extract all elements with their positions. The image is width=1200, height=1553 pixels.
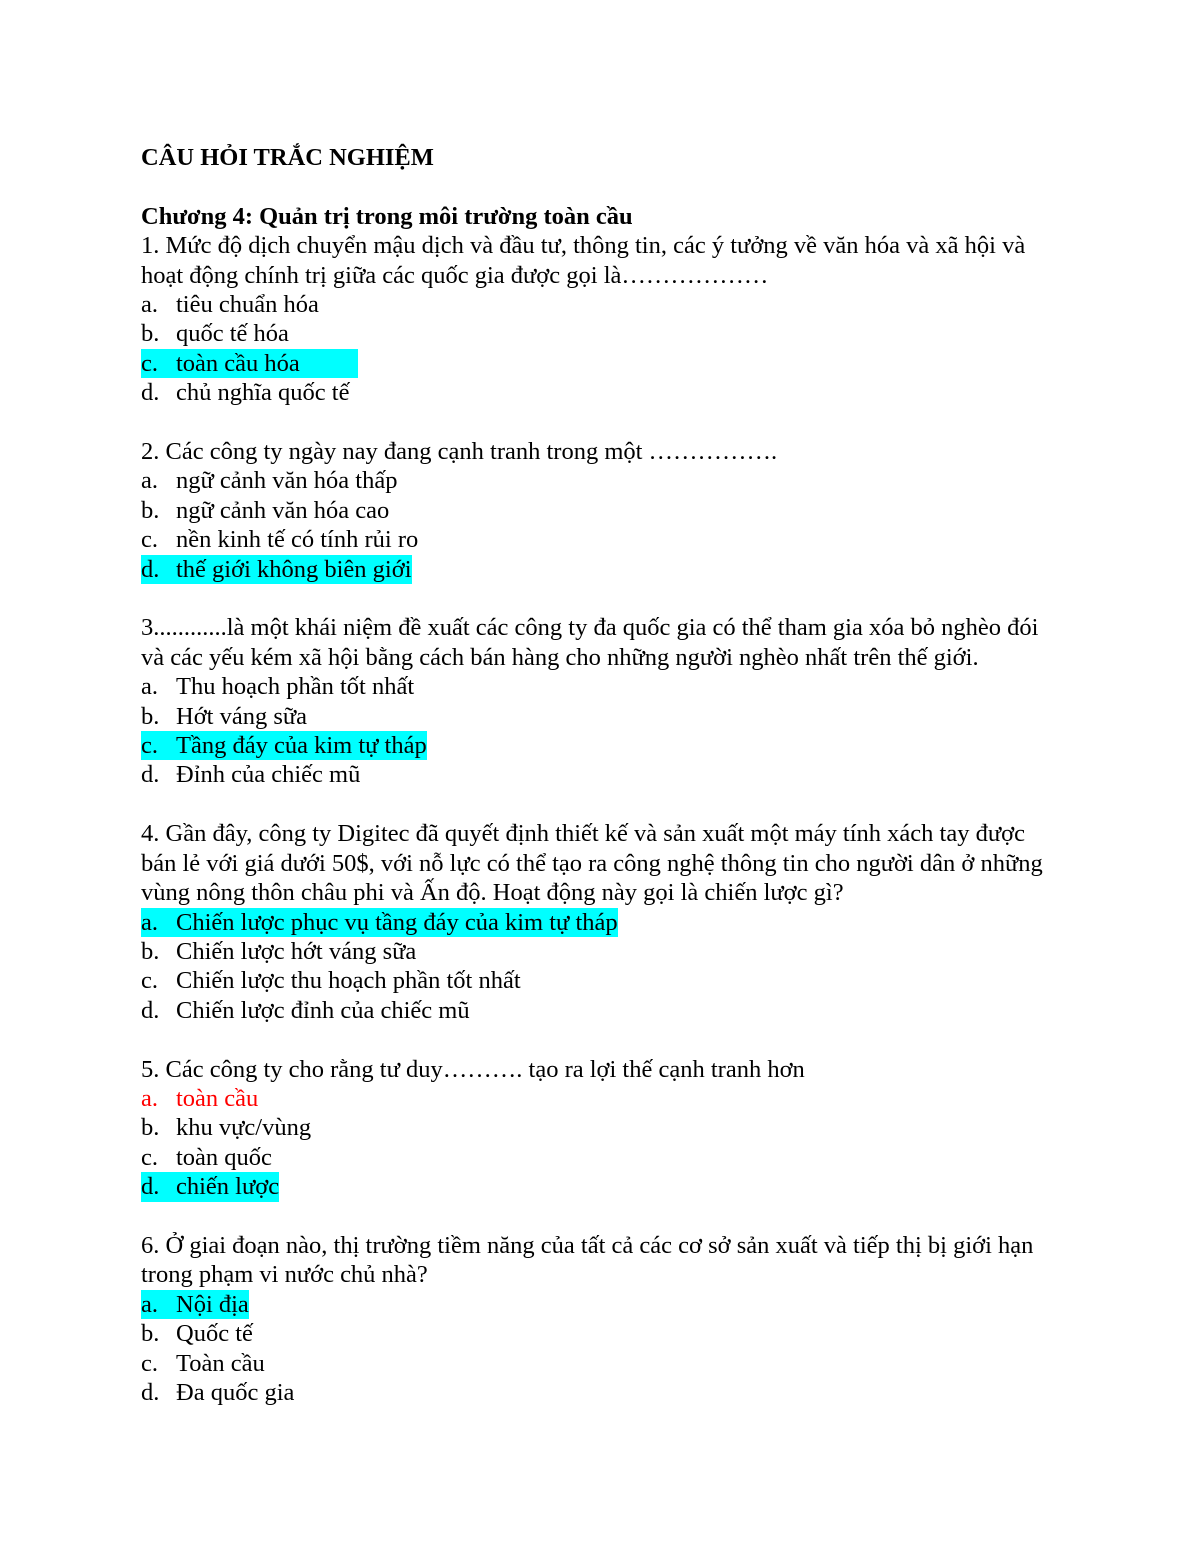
- option-text: Toàn cầu: [176, 1349, 265, 1377]
- question-5: [141, 1055, 1061, 1202]
- option-text: Đỉnh của chiếc mũ: [176, 761, 361, 789]
- option-d-highlighted: [141, 1172, 1061, 1201]
- option-b: [141, 1319, 1061, 1348]
- option-text: ngữ cảnh văn hóa thấp: [176, 467, 398, 495]
- option-letter: b.: [141, 937, 160, 965]
- question-text: 5. Các công ty cho rằng tư duy………. tạo ra lợi thế cạnh tranh hơn: [141, 1055, 805, 1083]
- option-text: Đa quốc gia: [176, 1378, 295, 1406]
- question-list: [141, 231, 1061, 1407]
- option-letter: a.: [141, 1084, 158, 1112]
- question-2: [141, 437, 1061, 584]
- document-page: [141, 143, 1061, 1407]
- question-text: 6. Ở giai đoạn nào, thị trường tiềm năng của tất cả các cơ sở sản xuất và tiếp thị bị giới hạn trong phạm vi nước chủ nhà?: [141, 1231, 1034, 1289]
- option-c: [141, 1143, 1061, 1172]
- option-letter: c.: [141, 1143, 158, 1171]
- option-text: thế giới không biên giới: [176, 555, 412, 583]
- option-a-highlighted: [141, 1290, 1061, 1319]
- document-title: CÂU HỎI TRẮC NGHIỆM: [141, 144, 434, 171]
- option-letter: a.: [141, 673, 158, 701]
- option-text: Thu hoạch phần tốt nhất: [176, 673, 415, 701]
- option-c: [141, 525, 1061, 554]
- option-d: [141, 378, 1061, 407]
- question-1: [141, 231, 1061, 407]
- question-6: [141, 1231, 1061, 1407]
- option-text: Chiến lược thu hoạch phần tốt nhất: [176, 967, 521, 995]
- option-text: khu vực/vùng: [176, 1114, 312, 1142]
- option-text: Quốc tế: [176, 1320, 253, 1348]
- option-letter: c.: [141, 967, 158, 995]
- option-letter: a.: [141, 1290, 176, 1319]
- option-text: Hớt váng sữa: [176, 702, 308, 730]
- option-b: [141, 319, 1061, 348]
- option-text: chiến lược: [176, 1173, 280, 1201]
- option-text: Chiến lược đỉnh của chiếc mũ: [176, 996, 470, 1024]
- option-text: nền kinh tế có tính rủi ro: [176, 526, 419, 554]
- option-text: quốc tế hóa: [176, 320, 289, 348]
- option-letter: b.: [141, 496, 160, 524]
- option-c: [141, 1349, 1061, 1378]
- question-4: [141, 819, 1061, 1025]
- question-text: 4. Gần đây, công ty Digitec đã quyết định thiết kế và sản xuất một máy tính xách tay được bán lẻ với giá dưới 50$, với nỗ lực có thể tạo ra công nghệ thông tin cho người dân ở những vùng nông thôn châu phi và Ấn độ. Hoạt động này gọi là chiến lược gì?: [141, 820, 1043, 907]
- option-text: toàn cầu: [176, 1084, 259, 1112]
- chapter-title: Chương 4: Quản trị trong môi trường toàn cầu: [141, 202, 633, 230]
- question-text: 3............là một khái niệm đề xuất các công ty đa quốc gia có thể tham gia xóa bỏ nghèo đói và các yếu kém xã hội bằng cách bán hàng cho những người nghèo nhất trên thế giới.: [141, 614, 1039, 671]
- option-letter: b.: [141, 702, 160, 730]
- option-letter: a.: [141, 908, 176, 937]
- option-letter: d.: [141, 1378, 160, 1406]
- option-text: Chiến lược hớt váng sữa: [176, 937, 417, 965]
- option-a-highlighted: [141, 908, 1061, 937]
- question-3: [141, 613, 1061, 789]
- option-d: [141, 760, 1061, 789]
- option-c-highlighted: [141, 731, 1061, 760]
- option-b: [141, 937, 1061, 966]
- option-a: [141, 672, 1061, 701]
- option-text: Chiến lược phục vụ tầng đáy của kim tự tháp: [176, 908, 618, 936]
- option-letter: c.: [141, 349, 176, 378]
- option-d-highlighted: [141, 555, 1061, 584]
- option-text: Nội địa: [176, 1290, 249, 1318]
- option-letter: d.: [141, 379, 160, 407]
- option-text: ngữ cảnh văn hóa cao: [176, 496, 390, 524]
- option-c: [141, 966, 1061, 995]
- option-letter: c.: [141, 731, 176, 760]
- option-text: chủ nghĩa quốc tế: [176, 379, 350, 407]
- option-letter: d.: [141, 1172, 176, 1201]
- option-letter: b.: [141, 1320, 160, 1348]
- option-letter: d.: [141, 761, 160, 789]
- option-text: Tầng đáy của kim tự tháp: [176, 732, 427, 760]
- option-letter: b.: [141, 1114, 160, 1142]
- option-letter: d.: [141, 996, 160, 1024]
- option-b: [141, 496, 1061, 525]
- question-text: 2. Các công ty ngày nay đang cạnh tranh trong một …………….: [141, 438, 778, 466]
- option-letter: a.: [141, 467, 158, 495]
- option-b: [141, 702, 1061, 731]
- option-letter: a.: [141, 291, 158, 319]
- option-c-highlighted: [141, 349, 1061, 378]
- option-text: toàn cầu hóa: [176, 349, 358, 378]
- option-d: [141, 996, 1061, 1025]
- option-text: tiêu chuẩn hóa: [176, 291, 319, 319]
- option-letter: b.: [141, 320, 160, 348]
- option-letter: d.: [141, 555, 176, 584]
- option-a: [141, 466, 1061, 495]
- option-letter: c.: [141, 526, 158, 554]
- option-b: [141, 1113, 1061, 1142]
- option-text: toàn quốc: [176, 1143, 272, 1171]
- option-letter: c.: [141, 1349, 158, 1377]
- option-a-red: [141, 1084, 1061, 1113]
- question-text: 1. Mức độ dịch chuyển mậu dịch và đầu tư, thông tin, các ý tưởng về văn hóa và xã hội và hoạt động chính trị giữa các quốc gia được gọi là………………: [141, 232, 1026, 289]
- option-a: [141, 290, 1061, 319]
- option-d: [141, 1378, 1061, 1407]
